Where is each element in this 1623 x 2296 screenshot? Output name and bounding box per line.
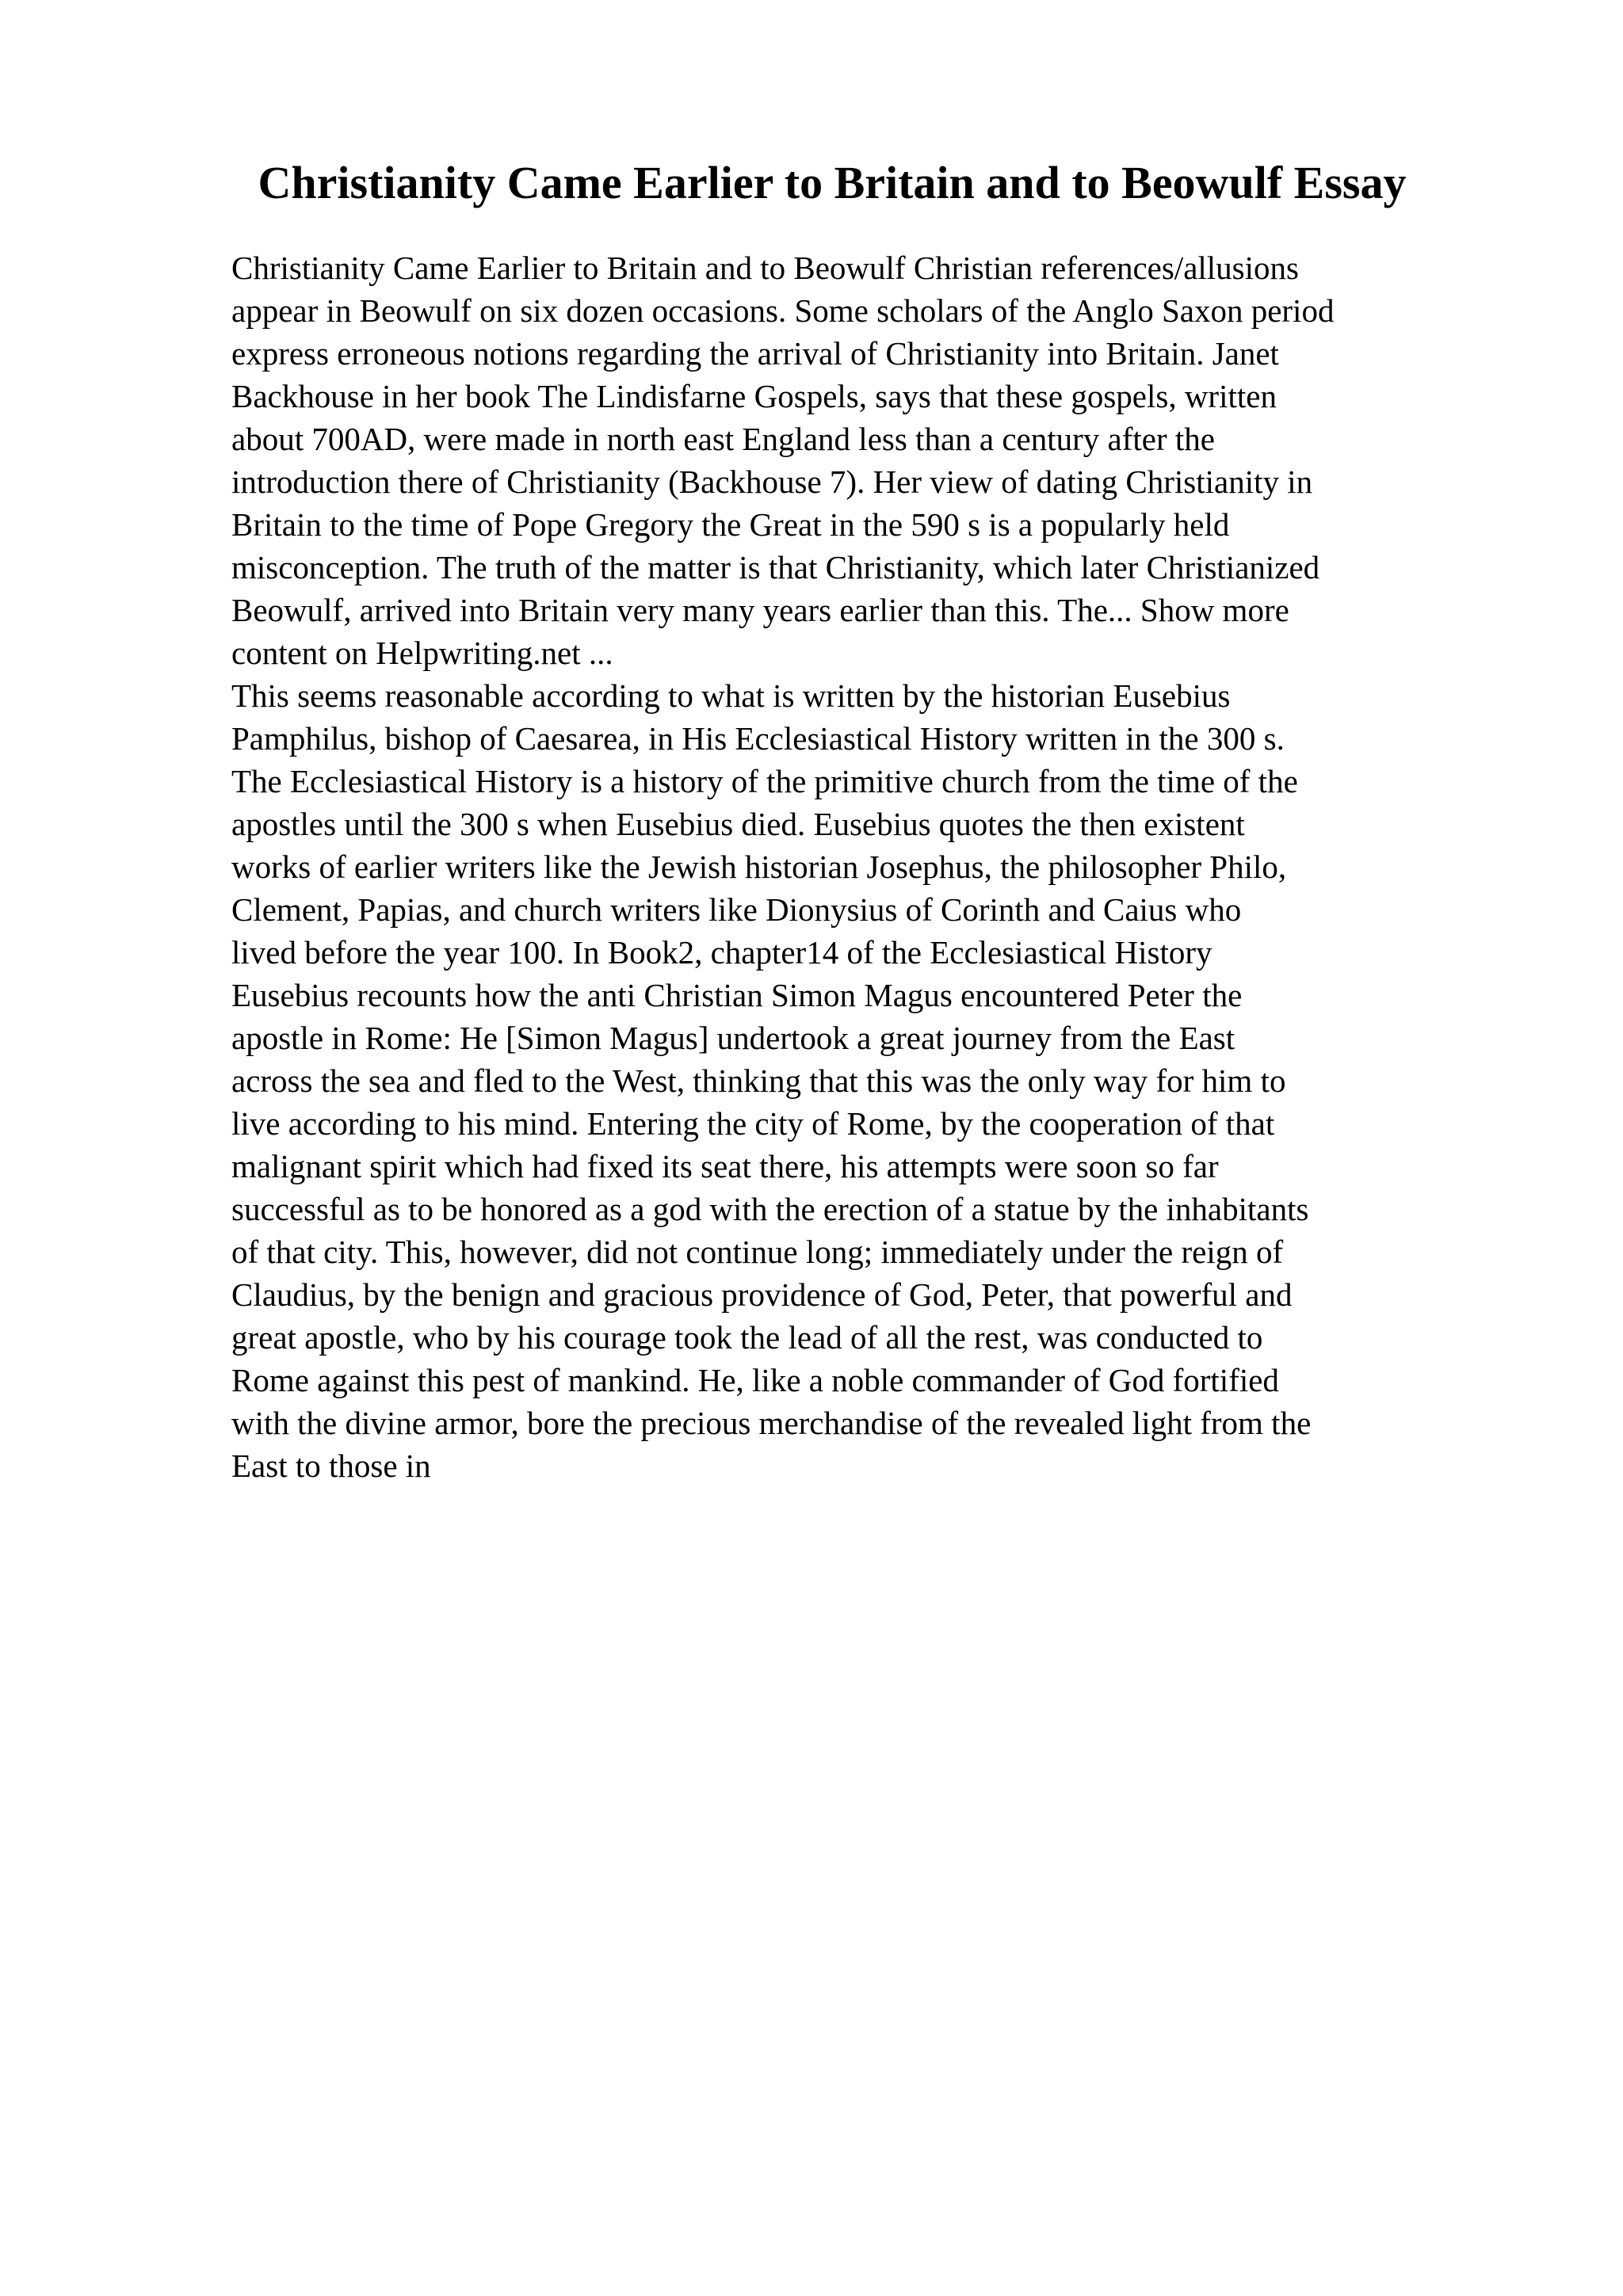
body-line: live according to his mind. Entering the city of Rome, by the cooperation of that [231, 1105, 1275, 1142]
body-line: of that city. This, however, did not continue long; immediately under the reign of [231, 1234, 1284, 1270]
body-line: The Ecclesiastical History is a history of the primitive church from the time of the [231, 763, 1298, 799]
body-line: East to those in [231, 1447, 431, 1484]
body-line: misconception. The truth of the matter is that Christianity, which later Christianized [231, 549, 1320, 585]
body-line: lived before the year 100. In Book2, chapter14 of the Ecclesiastical History [231, 934, 1212, 971]
body-line: introduction there of Christianity (Backhouse 7). Her view of dating Christianity in [231, 463, 1313, 500]
body-line: about 700AD, were made in north east England less than a century after the [231, 421, 1215, 457]
body-line: Beowulf, arrived into Britain very many years earlier than this. The... Show more [231, 592, 1289, 628]
essay-body [231, 246, 1579, 1487]
body-line: Rome against this pest of mankind. He, like a noble commander of God fortified [231, 1362, 1279, 1398]
body-line: works of earlier writers like the Jewish historian Josephus, the philosopher Philo, [231, 849, 1287, 885]
body-line: Eusebius recounts how the anti Christian Simon Magus encountered Peter the [231, 977, 1243, 1013]
body-line: apostle in Rome: He [Simon Magus] undertook a great journey from the East [231, 1020, 1235, 1056]
body-line: across the sea and fled to the West, thinking that this was the only way for him to [231, 1062, 1286, 1099]
body-line: This seems reasonable according to what is written by the historian Eusebius [231, 677, 1231, 714]
body-line: express erroneous notions regarding the arrival of Christianity into Britain. Janet [231, 335, 1279, 372]
body-line: Claudius, by the benign and gracious providence of God, Peter, that powerful and [231, 1276, 1293, 1313]
body-line: Backhouse in her book The Lindisfarne Gospels, says that these gospels, written [231, 378, 1277, 414]
body-line: malignant spirit which had fixed its seat there, his attempts were soon so far [231, 1148, 1219, 1184]
body-line: Pamphilus, bishop of Caesarea, in His Ecclesiastical History written in the 300 s. [231, 720, 1285, 757]
body-line: with the divine armor, bore the precious merchandise of the revealed light from the [231, 1405, 1312, 1441]
body-line: apostles until the 300 s when Eusebius died. Eusebius quotes the then existent [231, 806, 1245, 842]
body-line: content on Helpwriting.net ... [231, 635, 613, 671]
body-line: great apostle, who by his courage took the lead of all the rest, was conducted to [231, 1319, 1263, 1356]
body-line: Clement, Papias, and church writers like Dionysius of Corinth and Caius who [231, 891, 1242, 928]
body-line: Christianity Came Earlier to Britain and to Beowulf Christian references/allusions [231, 250, 1299, 286]
body-line: Britain to the time of Pope Gregory the Great in the 590 s is a popularly held [231, 506, 1230, 543]
essay-title: Christianity Came Earlier to Britain and to Beowulf Essay [258, 157, 1407, 208]
body-line: appear in Beowulf on six dozen occasions. Some scholars of the Anglo Saxon period [231, 292, 1335, 329]
body-line: successful as to be honored as a god with the erection of a statue by the inhabitants [231, 1191, 1309, 1227]
